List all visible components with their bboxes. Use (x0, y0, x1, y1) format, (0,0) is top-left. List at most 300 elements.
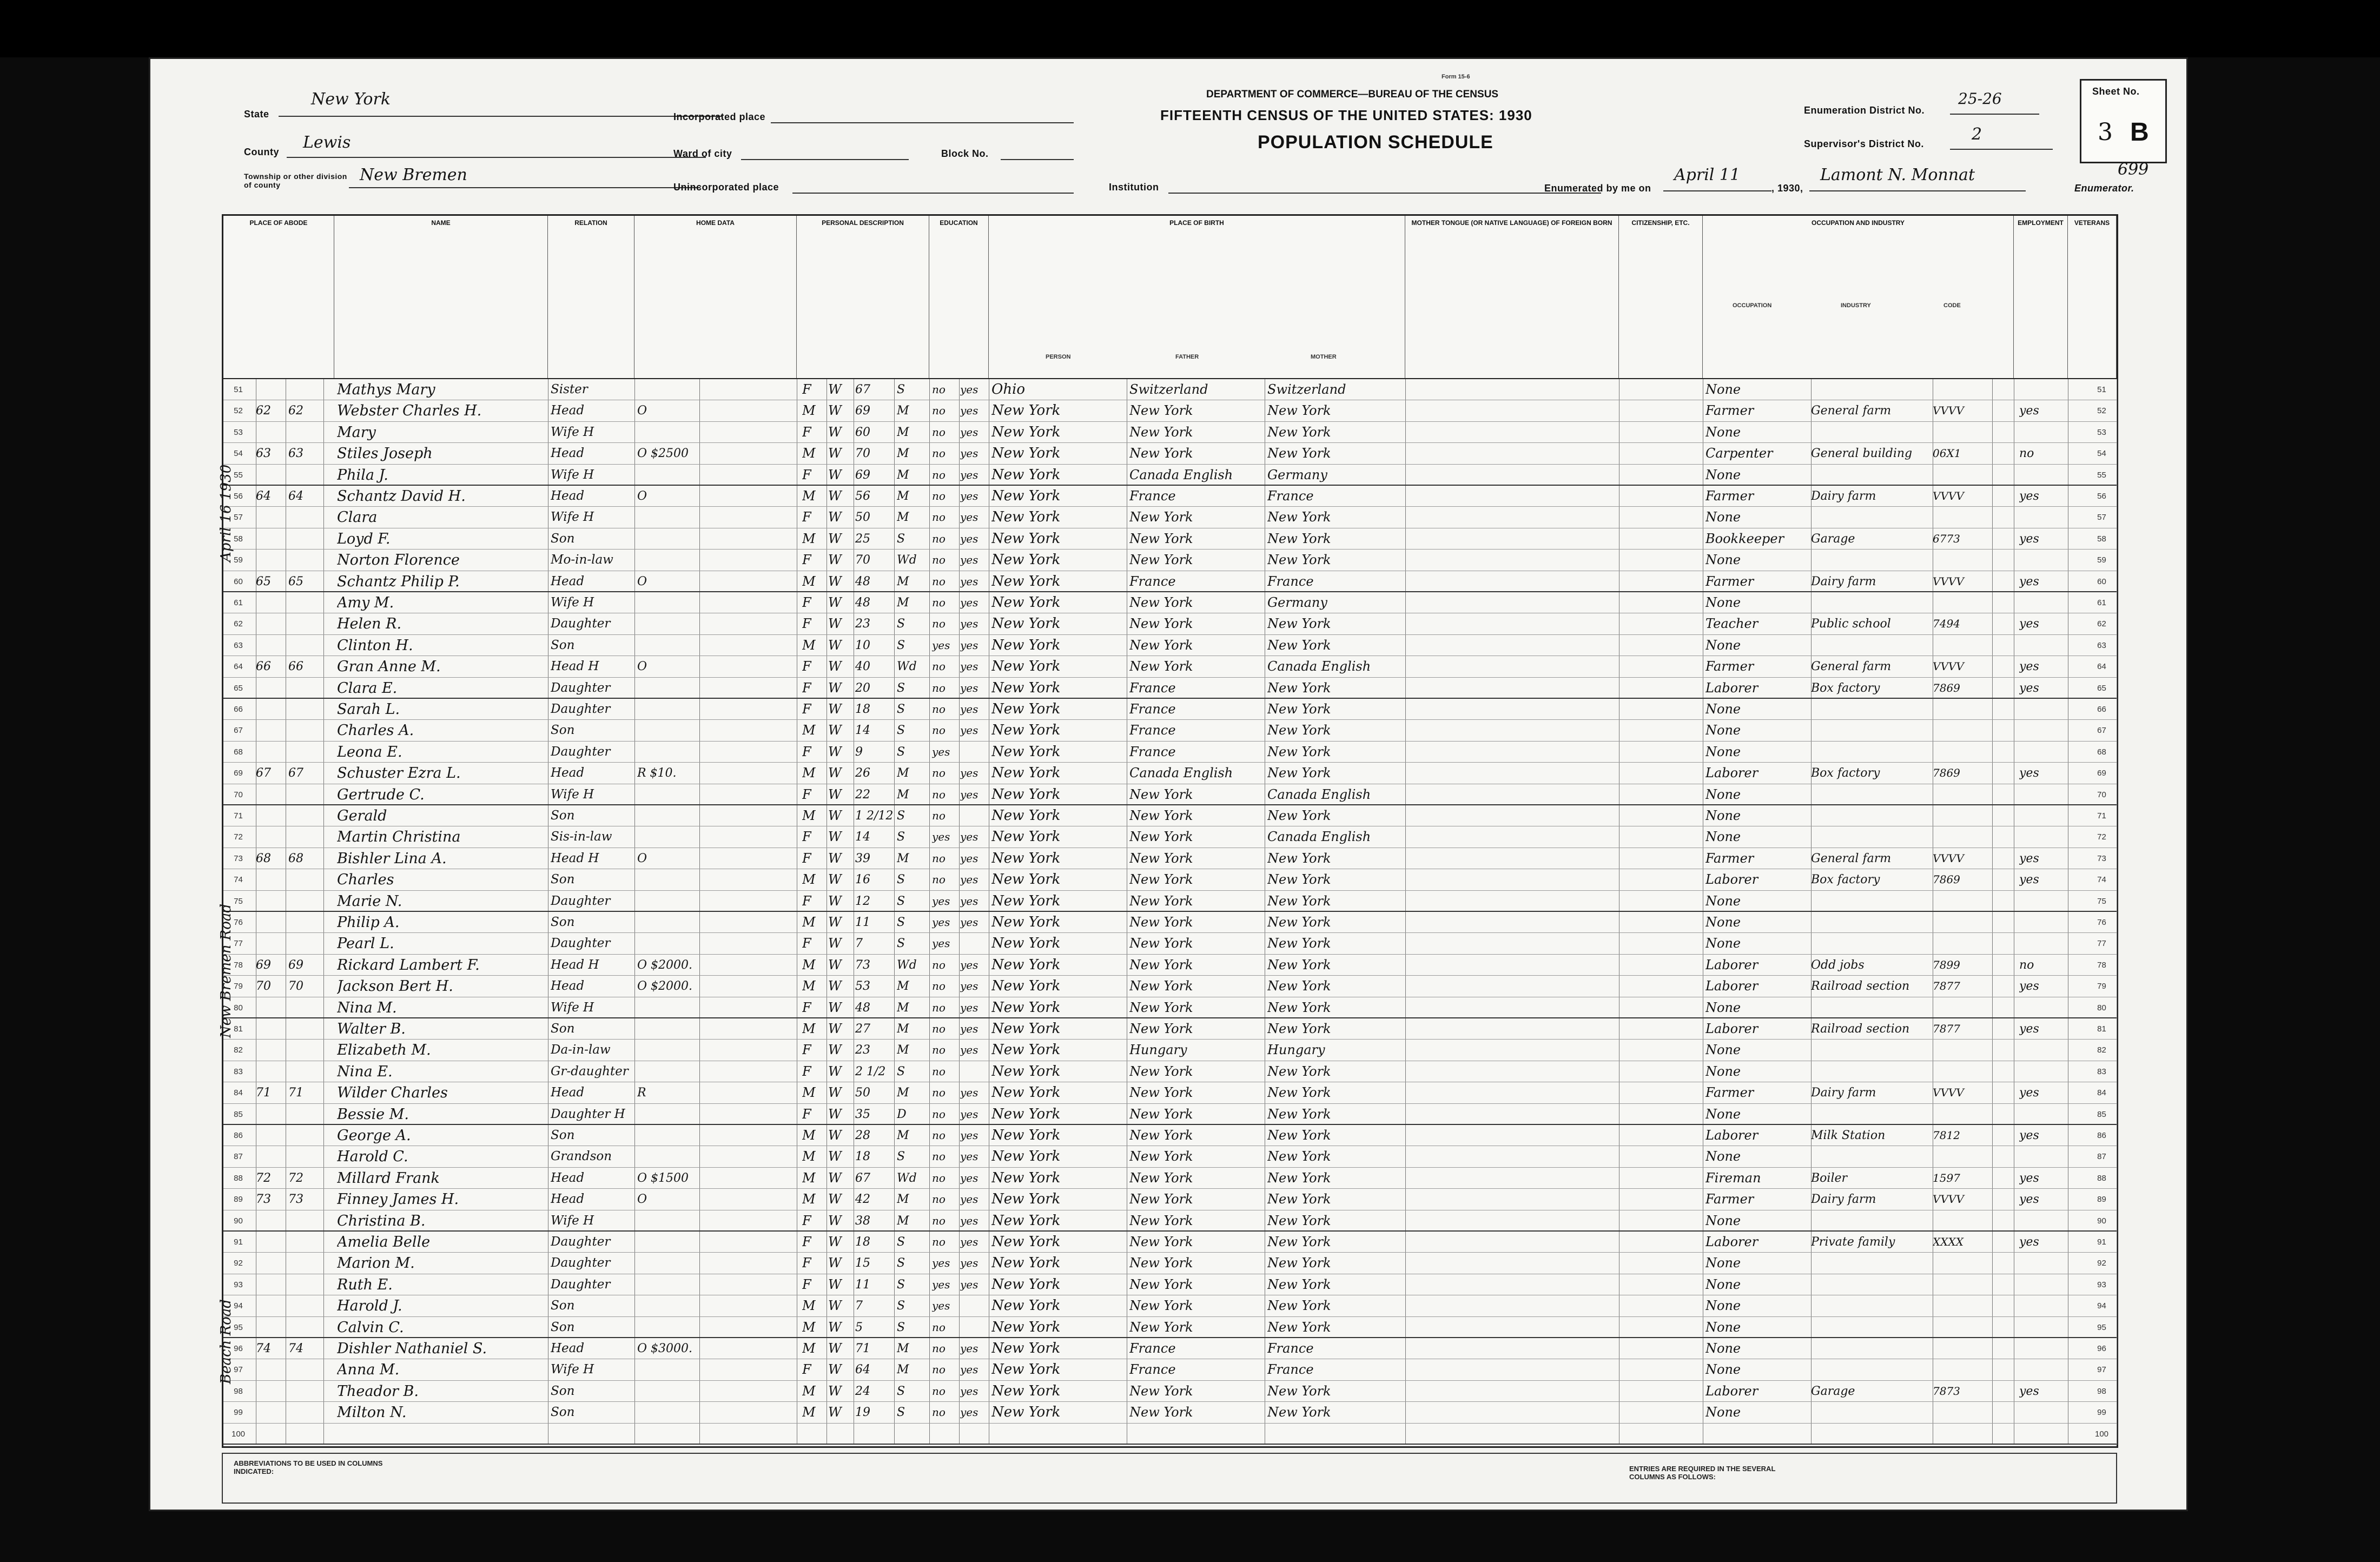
occupation: None (1705, 467, 1741, 482)
industry (1811, 1424, 1930, 1446)
literacy: yes (960, 703, 979, 716)
birthplace-father: New York (1129, 936, 1193, 951)
race: W (828, 936, 842, 951)
industry (1811, 422, 1930, 444)
family-number (288, 1402, 321, 1424)
literacy: yes (960, 681, 979, 694)
home-tenure (637, 1210, 745, 1233)
literacy: yes (960, 1193, 979, 1206)
birthplace-person: New York (991, 445, 1061, 462)
industry (1811, 826, 1930, 849)
line-number-right: 71 (2097, 811, 2106, 820)
occupation: None (1705, 1149, 1741, 1164)
relation: Son (551, 531, 575, 546)
block-line (1001, 158, 1074, 160)
sex: M (802, 403, 816, 419)
occupation: None (1705, 382, 1741, 397)
occupation: Laborer (1705, 680, 1758, 696)
literacy (960, 742, 987, 764)
industry: Box factory (1811, 681, 1880, 695)
side-note-date: April 16 1930 (218, 464, 234, 562)
line-number-right: 81 (2097, 1024, 2106, 1034)
line-number-right: 75 (2097, 896, 2106, 906)
birthplace-father: New York (1129, 1085, 1193, 1101)
industry (1811, 1402, 1930, 1424)
birthplace-person: New York (991, 573, 1061, 590)
line-number: 65 (234, 683, 243, 693)
home-tenure: O (637, 851, 647, 865)
person-name: Clara E. (337, 679, 398, 697)
birthplace-mother: New York (1267, 616, 1331, 632)
home-tenure (637, 528, 745, 551)
birthplace-mother: New York (1267, 808, 1331, 823)
occupation-code (1933, 1253, 1987, 1275)
line-number-right: 63 (2097, 640, 2106, 650)
occupation: None (1705, 1341, 1741, 1356)
person-name: Pearl L. (337, 935, 394, 952)
incorporated-line (771, 121, 1074, 123)
literacy: yes (960, 1150, 979, 1163)
occupation: Farmer (1705, 1192, 1754, 1207)
at-work: yes (2019, 532, 2039, 546)
subheader-code: CODE (1943, 302, 1961, 309)
school-attendance: no (932, 809, 946, 822)
race: W (828, 744, 842, 759)
sex: F (802, 1042, 811, 1058)
birthplace-father: New York (1129, 1149, 1193, 1164)
occupation: Laborer (1705, 765, 1758, 781)
birthplace-mother: New York (1267, 744, 1331, 759)
birthplace-father: New York (1129, 957, 1193, 972)
side-note-road: New Bremen Road (218, 903, 234, 1038)
table-row (223, 1274, 2117, 1295)
family-number (288, 1424, 321, 1446)
relation: Daughter (551, 680, 611, 695)
dwelling-number (256, 635, 286, 657)
at-work (2019, 912, 2062, 934)
birthplace-mother: France (1267, 488, 1314, 504)
occupation: None (1705, 786, 1741, 802)
industry (1811, 1104, 1930, 1126)
birthplace-father: New York (1129, 872, 1193, 888)
subheader-industry: INDUSTRY (1841, 302, 1871, 309)
dwelling-number (256, 912, 286, 934)
occupation-code: VVVV (1933, 1193, 1964, 1206)
line-number: 67 (234, 726, 243, 736)
industry: Public school (1811, 617, 1891, 631)
race: W (828, 1341, 842, 1356)
age: 1 2/12 (855, 809, 893, 823)
table-row (223, 1424, 2117, 1445)
at-work: no (2019, 447, 2034, 461)
table-row (223, 1061, 2117, 1082)
literacy: yes (960, 383, 979, 396)
line-number: 59 (234, 555, 243, 565)
birthplace-mother: New York (1267, 1298, 1331, 1314)
industry: Railroad section (1811, 979, 1910, 994)
relation: Daughter (551, 617, 611, 631)
table-row (223, 1125, 2117, 1146)
occupation: None (1705, 637, 1741, 653)
marital-status: S (897, 1235, 905, 1249)
person-name: Schantz Philip P. (337, 573, 460, 590)
literacy: yes (960, 532, 979, 545)
dwelling-number (256, 1295, 286, 1318)
line-number-right: 82 (2097, 1045, 2106, 1055)
birthplace-mother: France (1267, 1341, 1314, 1356)
birthplace-father: New York (1129, 424, 1193, 440)
relation: Son (551, 1320, 575, 1334)
literacy: yes (960, 1001, 979, 1014)
birthplace-mother: New York (1267, 1063, 1331, 1079)
marital-status: M (897, 468, 909, 482)
marital-status: Wd (897, 958, 917, 972)
relation: Wife H (551, 467, 594, 482)
relation: Son (551, 638, 575, 652)
line-number-right: 68 (2097, 747, 2106, 757)
literacy: yes (960, 873, 979, 886)
occupation-code: 7877 (1933, 1022, 1960, 1035)
birthplace-mother: New York (1267, 637, 1331, 653)
at-work (2019, 1359, 2062, 1381)
family-number (288, 1061, 321, 1083)
birthplace-person: New York (991, 935, 1061, 952)
race: W (828, 637, 842, 653)
school-attendance: yes (932, 1256, 950, 1270)
birthplace-mother: New York (1267, 1255, 1331, 1271)
person-name: Martin Christina (337, 829, 461, 846)
literacy: yes (960, 1214, 979, 1227)
age: 53 (855, 979, 870, 994)
marital-status: M (897, 1193, 909, 1207)
birthplace-person: New York (991, 743, 1061, 760)
marital-status: M (897, 766, 909, 780)
home-tenure: O (637, 404, 647, 418)
birthplace-person: New York (991, 1404, 1061, 1421)
birthplace-person: New York (991, 488, 1061, 504)
family-number (288, 1125, 321, 1147)
sex: F (802, 1213, 811, 1228)
relation: Wife H (551, 425, 594, 439)
age: 60 (855, 425, 870, 439)
race: W (828, 765, 842, 781)
dwelling-number: 69 (256, 958, 271, 972)
dwelling-number (256, 1253, 286, 1275)
marital-status: M (897, 489, 909, 503)
family-number (288, 1317, 321, 1339)
school-attendance: no (932, 383, 946, 396)
year-label: , 1930, (1771, 183, 1803, 194)
dwelling-number: 64 (256, 489, 271, 503)
subheader-father: FATHER (1175, 354, 1199, 360)
marital-status: S (897, 681, 905, 695)
dwelling-number (256, 1274, 286, 1296)
occupation: None (1705, 936, 1741, 951)
table-row (223, 528, 2117, 550)
sex: M (802, 1085, 816, 1101)
family-number (288, 635, 321, 657)
literacy: yes (960, 787, 979, 801)
age: 50 (855, 1086, 870, 1100)
dwelling-number: 72 (256, 1171, 271, 1185)
line-number-right: 65 (2097, 683, 2106, 693)
occupation-code: 7869 (1933, 681, 1960, 694)
state-value: New York (279, 90, 722, 117)
sex: M (802, 1341, 816, 1356)
school-attendance: yes (932, 1299, 950, 1313)
age: 18 (855, 1235, 870, 1249)
industry: Boiler (1811, 1171, 1848, 1185)
sex: M (802, 1319, 816, 1335)
line-number: 69 (234, 769, 243, 778)
family-number (288, 592, 321, 614)
school-attendance: no (932, 1107, 946, 1121)
table-row (223, 763, 2117, 784)
school-attendance: no (932, 1214, 946, 1227)
relation: Son (551, 723, 575, 738)
occupation-code (1933, 1061, 1987, 1083)
line-number: 82 (234, 1045, 243, 1055)
literacy: yes (960, 1171, 979, 1184)
table-row (223, 635, 2117, 656)
line-number-right: 83 (2097, 1067, 2106, 1076)
dwelling-number (256, 1381, 286, 1403)
home-tenure (637, 997, 745, 1020)
school-attendance: no (932, 1384, 946, 1398)
at-work (2019, 1338, 2062, 1360)
relation: Head (551, 1086, 585, 1100)
literacy: yes (960, 1384, 979, 1398)
age: 7 (855, 1299, 863, 1313)
at-work: yes (2019, 681, 2039, 695)
industry (1811, 1274, 1930, 1296)
birthplace-person: New York (991, 1127, 1061, 1143)
line-number-right: 76 (2097, 918, 2106, 927)
birthplace-person: New York (991, 552, 1061, 568)
marital-status: S (897, 383, 905, 396)
marital-status: M (897, 787, 909, 802)
literacy: yes (960, 617, 979, 631)
age: 28 (855, 1129, 870, 1142)
at-work (2019, 784, 2062, 806)
person-name: Millard Frank (337, 1169, 440, 1187)
birthplace-father: France (1129, 573, 1176, 589)
race: W (828, 915, 842, 930)
line-number-right: 96 (2097, 1344, 2106, 1353)
birthplace-mother: New York (1267, 915, 1331, 930)
birthplace-person: Ohio (991, 381, 1026, 398)
industry: General farm (1811, 404, 1892, 418)
marital-status: S (897, 1256, 905, 1270)
industry: General farm (1811, 851, 1892, 865)
marital-status: S (897, 1320, 905, 1334)
family-number (288, 1295, 321, 1318)
age: 23 (855, 617, 870, 631)
birthplace-mother: New York (1267, 1149, 1331, 1164)
person-name: Schantz David H. (337, 488, 466, 505)
relation: Daughter (551, 702, 611, 716)
line-number: 62 (234, 619, 243, 629)
relation: Son (551, 915, 575, 929)
birthplace-person: New York (991, 978, 1061, 995)
relation: Head (551, 446, 585, 461)
family-number (288, 550, 321, 572)
industry (1811, 1338, 1930, 1360)
birthplace-person: New York (991, 530, 1061, 547)
family-number: 68 (288, 851, 303, 865)
birthplace-person: New York (991, 1042, 1061, 1058)
occupation-code: 7869 (1933, 766, 1960, 780)
line-number: 57 (234, 513, 243, 522)
birthplace-father: New York (1129, 1192, 1193, 1207)
relation: Daughter H (551, 1107, 625, 1121)
birthplace-father: New York (1129, 1405, 1193, 1420)
line-number-right: 58 (2097, 534, 2106, 544)
incorporated-label: Incorporated place (673, 111, 766, 122)
birthplace-mother: New York (1267, 424, 1331, 440)
relation: Head (551, 1170, 585, 1185)
age: 56 (855, 489, 870, 503)
occupation: Laborer (1705, 957, 1758, 972)
enumerator-label: Enumerator. (2074, 183, 2134, 194)
line-number: 54 (234, 449, 243, 459)
occupation-code: VVVV (1933, 1086, 1964, 1100)
dwelling-number (256, 613, 286, 636)
sex: F (802, 893, 811, 909)
family-number (288, 699, 321, 721)
occupation-code (1933, 997, 1987, 1020)
line-number-right: 93 (2097, 1280, 2106, 1289)
sex: F (802, 1276, 811, 1292)
home-tenure (637, 613, 745, 636)
school-attendance: yes (932, 1278, 950, 1291)
person-name: Harold J. (337, 1298, 402, 1315)
race: W (828, 659, 842, 674)
line-number-right: 77 (2097, 939, 2106, 949)
birthplace-father: New York (1129, 915, 1193, 930)
margin-note: 699 (2118, 160, 2149, 179)
relation: Head (551, 766, 585, 780)
industry (1811, 550, 1930, 572)
school-attendance: no (932, 1150, 946, 1163)
dwelling-number (256, 422, 286, 444)
institution-line (1168, 191, 1601, 194)
race: W (828, 1319, 842, 1335)
dwelling-number (256, 1424, 286, 1446)
dwelling-number (256, 826, 286, 849)
sex: F (802, 829, 811, 845)
relation: Son (551, 809, 575, 823)
birthplace-father: New York (1129, 1255, 1193, 1271)
person-name: Mary (337, 423, 376, 441)
race: W (828, 1085, 842, 1101)
family-number: 71 (288, 1086, 303, 1100)
family-number (288, 465, 321, 487)
literacy: yes (960, 894, 979, 908)
age: 11 (855, 916, 870, 929)
person-name: George A. (337, 1127, 411, 1144)
birthplace-father: New York (1129, 1063, 1193, 1079)
industry (1811, 1146, 1930, 1168)
age: 11 (855, 1278, 870, 1292)
school-attendance: no (932, 617, 946, 631)
marital-status: S (897, 1384, 905, 1398)
person-name: Gertrude C. (337, 786, 425, 803)
person-name: Wilder Charles (337, 1084, 448, 1102)
family-number (288, 528, 321, 551)
sex: M (802, 872, 816, 888)
line-number-right: 90 (2097, 1216, 2106, 1226)
table-row (223, 507, 2117, 528)
marital-status: M (897, 511, 909, 525)
marital-status: M (897, 1022, 909, 1036)
line-number: 95 (234, 1322, 243, 1332)
home-tenure: O $3000. (637, 1342, 693, 1355)
unincorporated-label: Unincorporated place (673, 182, 779, 193)
sex: F (802, 786, 811, 802)
at-work (2019, 805, 2062, 828)
birthplace-person: New York (991, 871, 1061, 888)
relation: Wife H (551, 595, 594, 610)
col-header-mother-tongue: MOTHER TONGUE (OR NATIVE LANGUAGE) OF FOREIGN BORN (1405, 216, 1619, 378)
race: W (828, 446, 842, 461)
person-name: Nina E. (337, 1063, 393, 1080)
occupation: None (1705, 1106, 1741, 1122)
dwelling-number (256, 1061, 286, 1083)
relation: Wife H (551, 510, 594, 525)
school-attendance: no (932, 574, 946, 588)
table-row (223, 720, 2117, 741)
birthplace-mother: Canada English (1267, 829, 1371, 845)
occupation: None (1705, 915, 1741, 930)
occupation: None (1705, 744, 1741, 759)
birthplace-father: New York (1129, 808, 1193, 823)
relation (551, 1424, 634, 1446)
age: 48 (855, 596, 870, 610)
line-number-right: 79 (2097, 982, 2106, 991)
institution-label: Institution (1109, 182, 1159, 193)
literacy: yes (960, 1043, 979, 1057)
at-work (2019, 592, 2062, 614)
literacy: yes (960, 574, 979, 588)
literacy: yes (960, 724, 979, 737)
family-number (288, 805, 321, 828)
at-work: yes (2019, 851, 2039, 865)
birthplace-person: New York (991, 615, 1061, 632)
occupation-code (1933, 1295, 1987, 1318)
dwelling-number (256, 379, 286, 401)
dwelling-number (256, 1317, 286, 1339)
home-tenure (637, 1274, 745, 1296)
person-name: Marion M. (337, 1255, 415, 1272)
line-number-right: 73 (2097, 853, 2106, 863)
at-work (2019, 1253, 2062, 1275)
occupation: None (1705, 1255, 1741, 1271)
line-number-right: 64 (2097, 662, 2106, 672)
age: 25 (855, 532, 870, 546)
literacy: yes (960, 851, 979, 865)
table-row (223, 826, 2117, 848)
dwelling-number (256, 1040, 286, 1062)
birthplace-mother: New York (1267, 765, 1331, 781)
birthplace-person: New York (991, 1361, 1061, 1378)
industry (1811, 891, 1930, 913)
occupation-code (1933, 465, 1987, 487)
relation: Head H (551, 957, 599, 972)
occupation: None (1705, 1319, 1741, 1335)
occupation-code (1933, 1104, 1987, 1126)
birthplace-mother: New York (1267, 1021, 1331, 1036)
